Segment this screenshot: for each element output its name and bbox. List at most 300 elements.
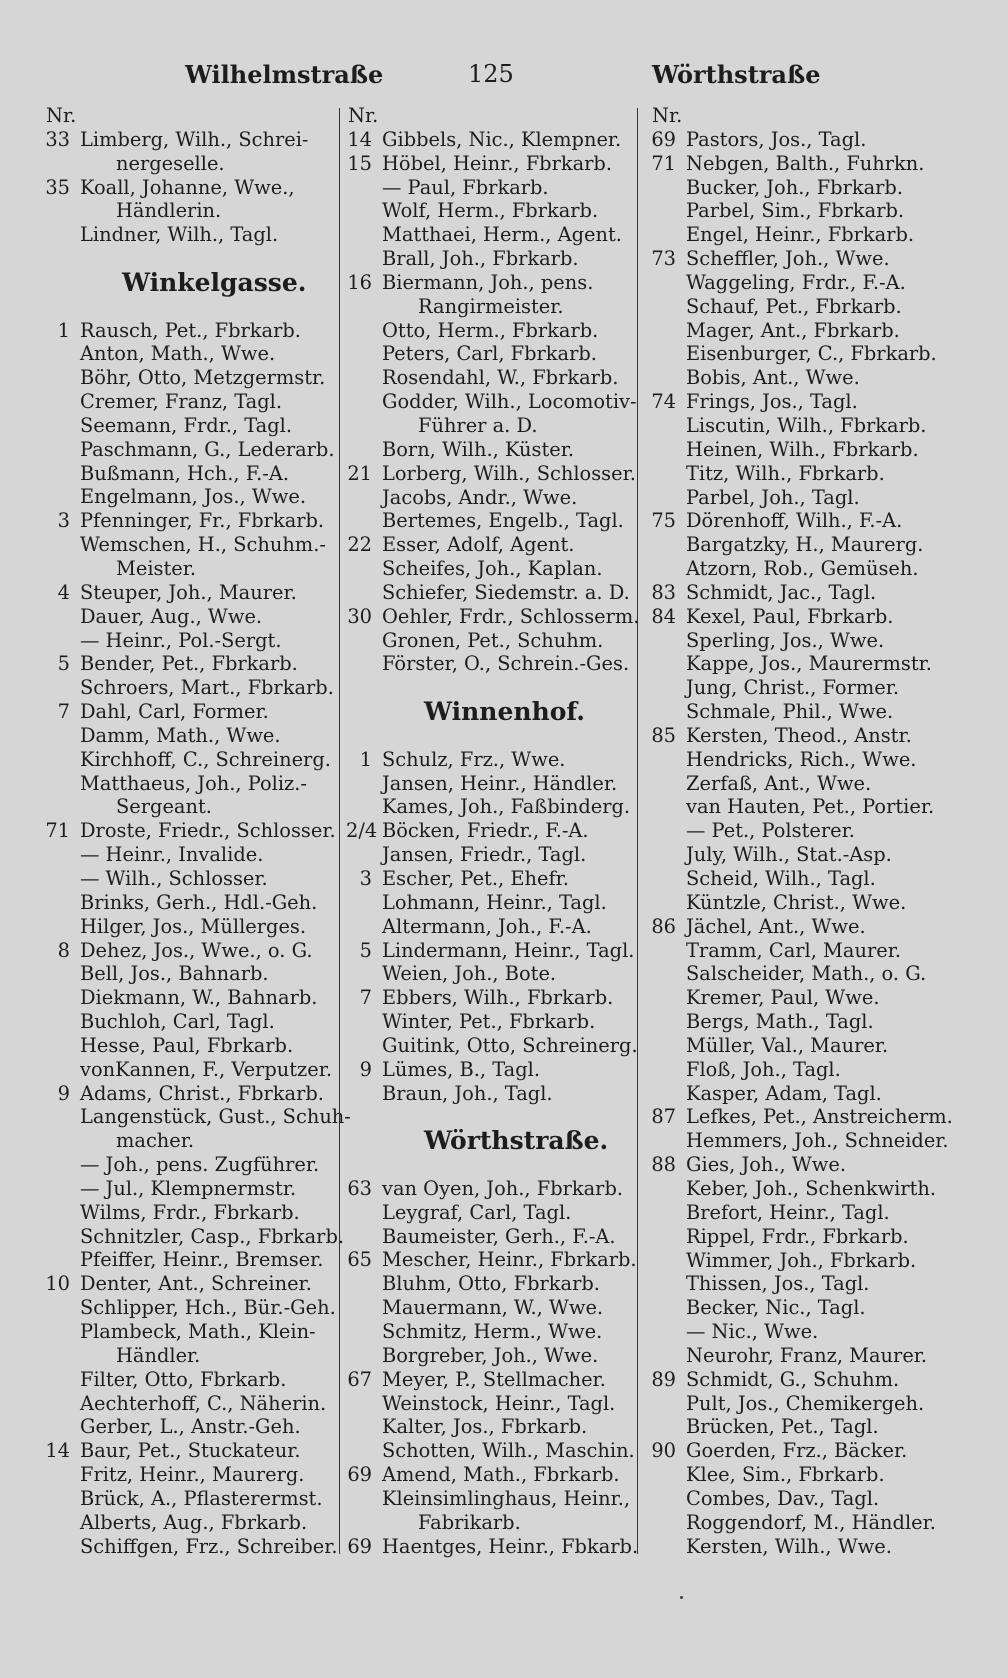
resident-text: Plambeck, Math., Klein- [80, 1320, 316, 1343]
resident-text: Aechterhoff, C., Näherin. [80, 1391, 327, 1415]
resident-text: Anton, Math., Wwe. [80, 342, 276, 366]
resident-entry [650, 1463, 970, 1487]
house-number: 87 [651, 1105, 676, 1129]
resident-text: Bucker, Joh., Fbrkarb. [686, 175, 904, 199]
house-number: 21 [347, 461, 372, 485]
resident-entry [346, 1058, 636, 1082]
house-number: 85 [651, 723, 676, 747]
resident-entry [650, 1225, 970, 1249]
resident-text: Brinks, Gerh., Hdl.-Geh. [80, 890, 318, 914]
house-number: 33 [45, 127, 70, 151]
house-number: 88 [651, 1153, 676, 1177]
resident-text: Kirchhoff, C., Schreinerg. [80, 747, 331, 771]
resident-entry [650, 867, 970, 891]
resident-text: Thissen, Jos., Tagl. [686, 1272, 870, 1296]
entry-continuation [44, 152, 334, 176]
house-number: 63 [347, 1176, 372, 1200]
resident-entry [650, 1177, 970, 1201]
resident-text: Parbel, Joh., Tagl. [686, 485, 860, 509]
resident-text: Kasper, Adam, Tagl. [686, 1081, 882, 1105]
resident-entry [346, 1463, 636, 1487]
resident-text: Mauermann, W., Wwe. [382, 1296, 604, 1320]
house-number: 9 [57, 1081, 70, 1105]
resident-text: Baur, Pet., Stuckateur. [80, 1439, 301, 1463]
resident-text: Pastors, Jos., Tagl. [686, 127, 867, 151]
house-number: 67 [347, 1367, 372, 1391]
resident-text: Müller, Val., Maurer. [686, 1033, 889, 1057]
resident-text: Floß, Joh., Tagl. [686, 1057, 841, 1081]
resident-text: Pfenninger, Fr., Fbrkarb. [80, 509, 325, 533]
entry-continuation-text: nergeselle. [116, 151, 225, 175]
resident-text: Weien, Joh., Bote. [382, 962, 557, 986]
resident-text: Schnitzler, Casp., Fbrkarb. [80, 1224, 345, 1248]
resident-entry [346, 1487, 636, 1511]
resident-entry [44, 1511, 334, 1535]
resident-entry [650, 199, 970, 223]
resident-text: Schiffgen, Frz., Schreiber. [80, 1534, 338, 1558]
resident-text: Hendricks, Rich., Wwe. [686, 747, 917, 771]
column-3 [650, 104, 970, 1558]
resident-text: Gronen, Pet., Schuhm. [382, 628, 604, 652]
resident-entry [44, 700, 334, 724]
resident-entry [346, 128, 636, 152]
resident-text: Mager, Ant., Fbrkarb. [686, 318, 900, 342]
resident-text: Kleinsimlinghaus, Heinr., [382, 1486, 631, 1510]
resident-entry [650, 962, 970, 986]
entry-continuation [346, 295, 636, 319]
resident-entry [650, 891, 970, 915]
resident-text: Gerber, L., Anstr.-Geh. [80, 1415, 301, 1439]
entry-continuation [44, 199, 334, 223]
house-number: 1 [359, 747, 372, 771]
resident-entry [346, 1415, 636, 1439]
entry-continuation-text: Fabrikarb. [418, 1510, 521, 1534]
resident-text: Schmitz, Herm., Wwe. [382, 1319, 603, 1343]
resident-text: Brücken, Pet., Tagl. [686, 1415, 879, 1439]
entry-continuation [346, 1511, 636, 1535]
resident-text: Wolf, Herm., Fbrkarb. [382, 199, 599, 223]
resident-entry [650, 366, 970, 390]
resident-text: Scheffler, Joh., Wwe. [686, 247, 890, 271]
resident-entry [650, 271, 970, 295]
resident-text: Engel, Heinr., Fbrkarb. [686, 223, 915, 247]
page-number: 125 [468, 60, 514, 88]
resident-text: Schmale, Phil., Wwe. [686, 700, 894, 724]
resident-text: Parbel, Sim., Fbrkarb. [686, 199, 905, 223]
resident-entry [650, 509, 970, 533]
resident-text: Rippel, Frdr., Fbrkarb. [686, 1224, 909, 1248]
resident-entry [44, 462, 334, 486]
house-number: 3 [359, 866, 372, 890]
resident-text: Bertemes, Engelb., Tagl. [382, 509, 624, 533]
resident-entry [650, 319, 970, 343]
house-number: 89 [651, 1367, 676, 1391]
resident-entry [346, 271, 636, 295]
resident-entry [44, 223, 334, 247]
resident-text: Brefort, Heinr., Tagl. [686, 1200, 890, 1224]
street-heading-text: Winkelgasse. [122, 268, 307, 298]
resident-text: Adams, Christ., Fbrkarb. [80, 1081, 324, 1105]
resident-text: Schiefer, Siedemstr. a. D. [382, 580, 630, 604]
resident-entry [650, 1034, 970, 1058]
resident-entry [44, 843, 334, 867]
resident-text: Wilms, Frdr., Fbrkarb. [80, 1200, 300, 1224]
resident-entry [346, 247, 636, 271]
column-1 [44, 104, 351, 1558]
house-number: 2/4 [346, 819, 378, 843]
resident-entry [346, 390, 636, 414]
resident-text: Jacobs, Andr., Wwe. [382, 485, 578, 509]
resident-entry [650, 1082, 970, 1106]
resident-entry [650, 462, 970, 486]
resident-entry [346, 986, 636, 1010]
resident-text: Dauer, Aug., Wwe. [80, 604, 263, 628]
resident-entry [650, 295, 970, 319]
resident-text: Salscheider, Math., o. G. [686, 962, 927, 986]
resident-entry [346, 533, 636, 557]
resident-text: Jansen, Friedr., Tagl. [382, 843, 587, 867]
resident-text: Steuper, Joh., Maurer. [80, 580, 297, 604]
resident-entry [346, 1248, 636, 1272]
resident-text: Filter, Otto, Fbrkarb. [80, 1367, 287, 1391]
resident-text: Lümes, B., Tagl. [382, 1057, 541, 1081]
resident-text: Godder, Wilh., Locomotiv- [382, 390, 637, 414]
resident-text: Gies, Joh., Wwe. [686, 1153, 847, 1177]
resident-entry [44, 939, 334, 963]
resident-entry [346, 199, 636, 223]
resident-entry [650, 1320, 970, 1344]
resident-entry [346, 152, 636, 176]
entry-continuation [44, 1129, 334, 1153]
entry-continuation-text: Händlerin. [116, 199, 222, 223]
resident-entry [346, 891, 636, 915]
resident-entry [650, 843, 970, 867]
resident-entry [44, 1058, 334, 1082]
resident-entry [44, 581, 334, 605]
resident-entry [44, 1224, 345, 1249]
resident-text: Sperling, Jos., Wwe. [686, 628, 885, 652]
resident-entry [650, 438, 970, 462]
resident-entry [44, 438, 334, 462]
resident-entry [346, 1368, 636, 1392]
resident-text: Brall, Joh., Fbrkarb. [382, 247, 579, 271]
resident-text: Eisenburger, C., Fbrkarb. [686, 342, 937, 366]
resident-text: Dehez, Jos., Wwe., o. G. [80, 938, 313, 962]
resident-entry [44, 1415, 334, 1439]
resident-text: Baumeister, Gerh., F.-A. [382, 1224, 616, 1248]
resident-text: Kames, Joh., Faßbinderg. [382, 795, 631, 819]
resident-entry [44, 1177, 334, 1201]
resident-text: Küntzle, Christ., Wwe. [686, 890, 907, 914]
entry-continuation [44, 1344, 334, 1368]
entry-continuation-text: Meister. [116, 557, 197, 580]
resident-text: Bluhm, Otto, Fbrkarb. [382, 1272, 600, 1296]
house-number: 8 [57, 938, 70, 962]
resident-entry [44, 1105, 351, 1129]
resident-entry [346, 1082, 636, 1106]
resident-entry [346, 486, 636, 510]
resident-text: Rausch, Pet., Fbrkarb. [80, 318, 301, 342]
resident-entry [650, 1392, 970, 1416]
resident-text: Hemmers, Joh., Schneider. [686, 1129, 949, 1153]
resident-entry [44, 1010, 334, 1034]
resident-entry [650, 1439, 970, 1463]
resident-text: Wimmer, Joh., Fbrkarb. [686, 1248, 917, 1272]
resident-text: Bobis, Ant., Wwe. [686, 366, 860, 390]
house-number: 5 [57, 652, 70, 676]
resident-entry [346, 843, 636, 867]
resident-text: Zerfaß, Ant., Wwe. [686, 771, 872, 795]
resident-entry [346, 176, 636, 200]
house-number: 69 [347, 1463, 372, 1487]
house-number: 75 [651, 509, 676, 533]
resident-entry [650, 1296, 970, 1320]
resident-entry [44, 1534, 338, 1559]
resident-entry [44, 915, 334, 939]
resident-text: Scheid, Wilh., Tagl. [686, 867, 876, 890]
house-number: 7 [359, 986, 372, 1010]
resident-text: — Heinr., Pol.-Sergt. [80, 628, 282, 652]
resident-text: Cremer, Franz, Tagl. [80, 390, 282, 414]
street-heading [346, 676, 636, 748]
resident-entry [650, 629, 970, 653]
house-number: 3 [57, 509, 70, 533]
resident-entry [44, 772, 334, 796]
resident-text: Schmidt, G., Schuhm. [686, 1367, 900, 1391]
resident-text: Alberts, Aug., Fbrkarb. [80, 1510, 308, 1534]
resident-entry [650, 652, 970, 676]
resident-text: Mescher, Heinr., Fbrkarb. [382, 1248, 637, 1272]
resident-text: Kexel, Paul, Fbrkarb. [686, 604, 894, 628]
house-number: 90 [651, 1439, 676, 1463]
resident-entry [650, 1129, 970, 1153]
resident-text: Böhr, Otto, Metzgermstr. [80, 366, 326, 390]
resident-entry [650, 152, 970, 176]
resident-text: — Joh., pens. Zugführer. [80, 1153, 320, 1177]
resident-entry [346, 962, 636, 986]
resident-entry [650, 1511, 970, 1535]
resident-entry [346, 604, 640, 629]
resident-entry [44, 1296, 334, 1320]
resident-text: Gibbels, Nic., Klempner. [382, 127, 622, 151]
resident-entry [650, 1487, 970, 1511]
resident-text: Wemschen, H., Schuhm.- [80, 533, 326, 557]
resident-entry [346, 819, 636, 843]
house-number: 74 [651, 390, 676, 414]
resident-entry [650, 390, 970, 414]
resident-entry [346, 438, 636, 462]
resident-entry [44, 390, 334, 414]
resident-entry [650, 915, 970, 939]
resident-text: Born, Wilh., Küster. [382, 437, 575, 461]
resident-entry [44, 891, 334, 915]
resident-text: — Nic., Wwe. [686, 1320, 819, 1344]
resident-text: Becker, Nic., Tagl. [686, 1296, 866, 1320]
resident-entry [44, 1368, 334, 1392]
resident-entry [650, 1535, 970, 1559]
resident-entry [44, 629, 334, 653]
resident-text: — Jul., Klempnermstr. [80, 1176, 297, 1200]
resident-entry [44, 1272, 334, 1296]
nr-label: Nr. [348, 104, 379, 127]
resident-text: Schulz, Frz., Wwe. [382, 747, 566, 771]
resident-entry [346, 1225, 636, 1249]
resident-text: Atzorn, Rob., Gemüseh. [686, 557, 919, 581]
resident-text: Bender, Pet., Fbrkarb. [80, 652, 298, 676]
resident-entry [44, 414, 334, 438]
resident-entry [650, 223, 970, 247]
resident-text: Matthaeus, Joh., Poliz.- [80, 771, 307, 795]
resident-text: Keber, Joh., Schenkwirth. [686, 1176, 937, 1200]
resident-text: Schmidt, Jac., Tagl. [686, 580, 877, 604]
resident-entry [44, 509, 334, 533]
resident-text: — Pet., Polsterer. [686, 819, 855, 843]
resident-text: Brück, A., Pflasterermst. [80, 1486, 323, 1510]
resident-text: Lindner, Wilh., Tagl. [80, 223, 279, 247]
resident-entry [346, 772, 636, 796]
entry-continuation [44, 795, 334, 819]
resident-text: Scheifes, Joh., Kaplan. [382, 557, 603, 581]
resident-entry [44, 748, 334, 772]
resident-entry [650, 700, 970, 724]
resident-entry [346, 1201, 636, 1225]
resident-text: Engelmann, Jos., Wwe. [80, 485, 307, 509]
resident-entry [346, 1534, 639, 1559]
resident-entry [346, 509, 636, 533]
resident-text: Escher, Pet., Ehefr. [382, 866, 569, 890]
house-number: 71 [45, 819, 70, 843]
street-heading [346, 1105, 636, 1177]
resident-text: vonKannen, F., Verputzer. [80, 1057, 333, 1081]
resident-text: Bergs, Math., Tagl. [686, 1010, 874, 1034]
resident-text: Paschmann, G., Lederarb. [80, 437, 335, 461]
resident-text: Fritz, Heinr., Maurerg. [80, 1463, 305, 1487]
resident-text: Weinstock, Heinr., Tagl. [382, 1391, 616, 1415]
resident-text: Liscutin, Wilh., Fbrkarb. [686, 413, 927, 437]
resident-text: Roggendorf, M., Händler. [686, 1510, 936, 1534]
resident-text: — Heinr., Invalide. [80, 843, 264, 867]
resident-text: Limberg, Wilh., Schrei- [80, 127, 309, 151]
resident-entry [650, 939, 970, 963]
resident-entry [346, 1034, 636, 1058]
resident-entry [346, 342, 636, 366]
resident-text: Denter, Ant., Schreiner. [80, 1272, 312, 1296]
resident-text: Hesse, Paul, Fbrkarb. [80, 1033, 294, 1057]
resident-entry [44, 652, 334, 676]
resident-text: Biermann, Joh., pens. [382, 270, 594, 294]
house-number: 71 [651, 151, 676, 175]
resident-entry [650, 1344, 970, 1368]
resident-text: Leygraf, Carl, Tagl. [382, 1200, 572, 1224]
resident-entry [44, 1248, 334, 1272]
resident-text: Koall, Johanne, Wwe., [80, 175, 295, 199]
resident-entry [346, 652, 636, 676]
resident-text: Buchloh, Carl, Tagl. [80, 1010, 275, 1034]
resident-text: Böcken, Friedr., F.-A. [382, 819, 589, 843]
resident-text: Dörenhoff, Wilh., F.-A. [686, 509, 903, 533]
entry-continuation [44, 557, 334, 581]
resident-entry [346, 748, 636, 772]
resident-text: Braun, Joh., Tagl. [382, 1081, 553, 1105]
header-left-street: Wilhelmstraße [185, 60, 384, 89]
nr-label: Nr. [652, 104, 683, 127]
resident-text: Heinen, Wilh., Fbrkarb. [686, 437, 919, 461]
resident-entry [650, 1010, 970, 1034]
house-number: 69 [651, 127, 676, 151]
resident-entry [650, 819, 970, 843]
resident-text: Guitink, Otto, Schreinerg. [382, 1033, 638, 1057]
resident-entry [650, 342, 970, 366]
resident-text: Schroers, Mart., Fbrkarb. [80, 676, 334, 700]
resident-entry [650, 176, 970, 200]
resident-text: Droste, Friedr., Schlosser. [80, 819, 336, 843]
resident-text: Seemann, Frdr., Tagl. [80, 413, 293, 437]
house-number: 16 [347, 270, 372, 294]
resident-entry [44, 1034, 334, 1058]
resident-text: Höbel, Heinr., Fbrkarb. [382, 151, 612, 175]
house-number: 14 [45, 1439, 70, 1463]
resident-text: Borgreber, Joh., Wwe. [382, 1343, 599, 1367]
print-speck [680, 1596, 683, 1599]
resident-entry [346, 557, 636, 581]
resident-entry [346, 1010, 636, 1034]
resident-text: Diekmann, W., Bahnarb. [80, 986, 318, 1010]
resident-text: van Hauten, Pet., Portier. [686, 795, 935, 819]
house-number: 30 [347, 604, 372, 628]
resident-text: Jansen, Heinr., Händler. [382, 771, 618, 795]
house-number: 1 [57, 318, 70, 342]
resident-text: Kalter, Jos., Fbrkarb. [382, 1415, 588, 1439]
house-number: 86 [651, 914, 676, 938]
nr-label: Nr. [46, 104, 77, 127]
resident-entry [346, 1392, 636, 1416]
house-number: 7 [57, 700, 70, 724]
house-number: 35 [45, 175, 70, 199]
resident-entry [44, 867, 334, 891]
resident-entry [44, 533, 334, 557]
resident-text: Dahl, Carl, Former. [80, 700, 269, 724]
page-header [0, 56, 1008, 96]
resident-text: Lohmann, Heinr., Tagl. [382, 890, 607, 914]
house-number: 9 [359, 1057, 372, 1081]
resident-entry [650, 676, 970, 700]
resident-entry [44, 1487, 334, 1511]
resident-entry [346, 629, 636, 653]
house-number: 83 [651, 580, 676, 604]
resident-text: Jächel, Ant., Wwe. [686, 914, 866, 938]
resident-entry [44, 366, 334, 390]
resident-entry [346, 939, 636, 963]
resident-text: Lindermann, Heinr., Tagl. [382, 938, 635, 962]
resident-text: Goerden, Frz., Bäcker. [686, 1439, 908, 1463]
resident-entry [44, 1153, 334, 1177]
resident-text: Pfeiffer, Heinr., Bremser. [80, 1248, 324, 1272]
house-number: 10 [45, 1272, 70, 1296]
header-right-street: Wörthstraße [652, 60, 821, 89]
resident-entry [346, 366, 636, 390]
resident-text: Altermann, Joh., F.-A. [382, 914, 592, 938]
resident-entry [650, 1153, 970, 1177]
resident-entry [44, 986, 334, 1010]
resident-entry [44, 819, 334, 843]
house-number: 14 [347, 127, 372, 151]
resident-entry [650, 1201, 970, 1225]
resident-entry [650, 748, 970, 772]
resident-entry [44, 1392, 334, 1416]
resident-entry [346, 1320, 636, 1344]
house-number: 65 [347, 1248, 372, 1272]
resident-text: Bargatzky, H., Maurerg. [686, 533, 924, 557]
